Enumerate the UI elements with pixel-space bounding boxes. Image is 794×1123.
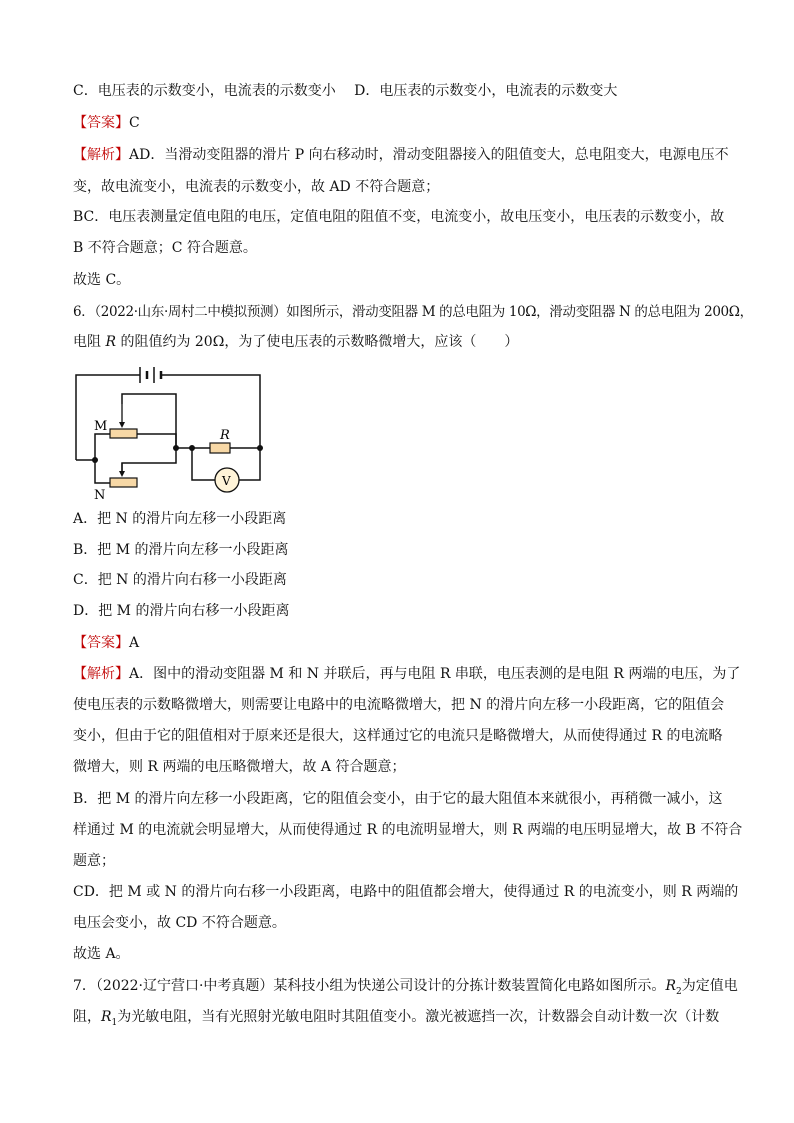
rheostat-n [110, 478, 137, 487]
stem-text: 为定值电 [681, 978, 738, 994]
analysis-text: A．图中的滑动变阻器 M 和 N 并联后，再与电阻 R 串联，电压表测的是电阻 R 两端的电压，为了 [129, 666, 741, 682]
label-n: N [94, 488, 106, 502]
wire [239, 448, 260, 480]
subscript: 2 [675, 986, 682, 997]
arrow-icon [119, 471, 125, 477]
answer-value: A [129, 635, 140, 651]
wire [76, 375, 136, 460]
junction-dot [92, 457, 98, 463]
q7-stem-line-2 [73, 1007, 719, 1033]
q5-options-cd: C．电压表的示数变小，电流表的示数变小 D．电压表的示数变小，电流表的示数变大 [73, 83, 618, 99]
q5-answer-line [73, 113, 140, 133]
q5-conclusion: 故选 C。 [73, 272, 131, 288]
q6-option-d: D．把 M 的滑片向右移一小段距离 [73, 603, 290, 619]
q6-analysis-line-6: 样通过 M 的电流就会明显增大，从而使得通过 R 的电流明显增大，则 R 两端的电压明显增大，故 B 不符合 [73, 822, 743, 838]
analysis-tag: 【解析】 [73, 147, 129, 163]
wire [122, 394, 176, 448]
q6-option-b: B．把 M 的滑片向左移一小段距离 [73, 542, 289, 558]
label-m: M [94, 419, 108, 434]
junction-dot [173, 445, 179, 451]
q6-option-c: C．把 N 的滑片向右移一小段距离 [73, 572, 287, 588]
q6-stem-line-1: 6．（2022·山东·周村二中模拟预测）如图所示，滑动变阻器 M 的总电阻为 10Ω，滑动变阻器 N 的总电阻为 200Ω， [73, 304, 753, 320]
q6-analysis-line-7: 题意； [73, 853, 115, 869]
resistor-symbol: R [101, 1009, 112, 1025]
label-r: R [220, 428, 230, 443]
stem-text: 7．（2022·辽宁营口·中考真题）某科技小组为快递公司设计的分拣计数装置简化电路如图所示。 [73, 978, 666, 994]
q6-conclusion: 故选 A。 [73, 946, 130, 962]
q6-analysis-line-9: 电压会变小，故 CD 不符合题意。 [73, 915, 286, 931]
wire [122, 448, 176, 474]
stem-text: 为光敏电阻，当有光照射光敏电阻时其阻值变小。激光被遮挡一次，计数器会自动计数一次（计数 [117, 1009, 720, 1025]
wire [137, 434, 176, 448]
resistor-r [210, 443, 230, 453]
q6-analysis-line-1 [73, 664, 740, 684]
answer-value: C [129, 115, 140, 131]
junction-dot [257, 445, 263, 451]
q5-analysis-line-1 [73, 145, 729, 165]
q6-analysis-line-2: 使电压表的示数略微增大，则需要让电路中的电流略微增大，把 N 的滑片向左移一小段距离，它的阻值会 [73, 697, 725, 713]
wire [95, 434, 110, 460]
q6-analysis-line-3: 变小，但由于它的阻值相对于原来还是很大，这样通过它的电流只是略微增大，从而使得通过 R 的电流略 [73, 728, 723, 744]
q6-answer-line [73, 633, 139, 653]
label-v: V [222, 474, 231, 488]
circuit-diagram [70, 362, 270, 502]
subscript: 1 [111, 1017, 118, 1028]
resistor-symbol: R [665, 978, 676, 994]
answer-tag: 【答案】 [73, 635, 129, 651]
q5-analysis-line-3: BC．电压表测量定值电阻的电压，定值电阻的阻值不变，电流变小，故电压变小，电压表的示数变小，故 [73, 209, 725, 225]
q5-analysis-line-4: B 不符合题意；C 符合题意。 [73, 240, 257, 256]
stem-text: 的阻值约为 20Ω，为了使电压表的示数略微增大，应该（ ） [116, 334, 519, 350]
q6-analysis-line-5: B．把 M 的滑片向左移一小段距离，它的阻值会变小，由于它的最大阻值本来就很小，再稍微一减小，这 [73, 791, 723, 807]
q7-stem-line-1 [73, 976, 738, 1002]
wire [164, 375, 260, 448]
q5-analysis-line-2: 变，故电流变小，电流表的示数变小，故 AD 不符合题意； [73, 179, 440, 195]
q6-option-a: A．把 N 的滑片向左移一小段距离 [73, 511, 287, 527]
stem-text: 电阻 [73, 334, 106, 350]
analysis-text: AD．当滑动变阻器的滑片 P 向右移动时，滑动变阻器接入的阻值变大，总电阻变大，电源电压不 [129, 147, 729, 163]
resistor-symbol: R [105, 334, 116, 350]
answer-tag: 【答案】 [73, 115, 129, 131]
wire [95, 460, 110, 483]
junction-dot [189, 445, 195, 451]
q6-analysis-line-4: 微增大，则 R 两端的电压略微增大，故 A 符合题意； [73, 759, 406, 775]
q6-analysis-line-8: CD．把 M 或 N 的滑片向右移一小段距离，电路中的阻值都会增大，使得通过 R 的电流变小，则 R 两端的 [73, 884, 739, 900]
stem-text: 阻， [73, 1009, 101, 1025]
arrow-icon [119, 422, 125, 428]
q6-stem-line-2 [73, 332, 518, 352]
analysis-tag: 【解析】 [73, 666, 129, 682]
rheostat-m [110, 429, 137, 438]
